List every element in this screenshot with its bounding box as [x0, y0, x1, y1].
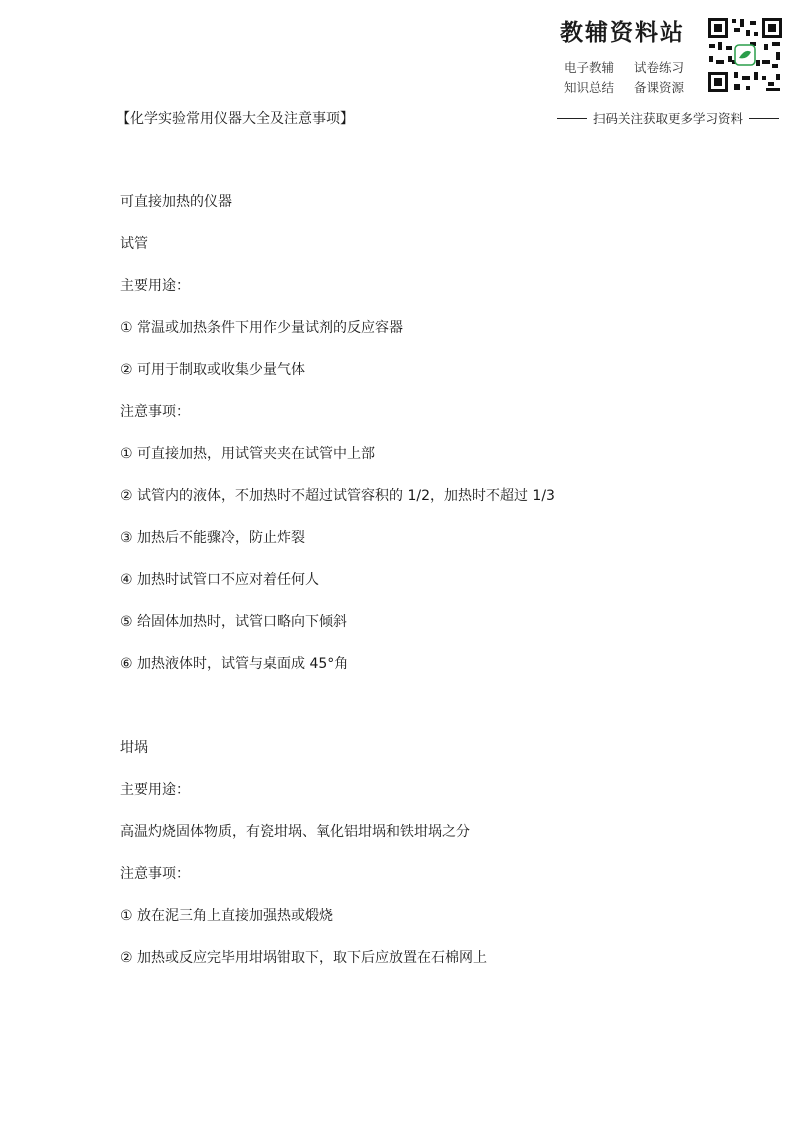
- usage-label: 主要用途：: [120, 278, 190, 294]
- scan-tip-dash-left: [557, 118, 587, 119]
- link-lesson-resources[interactable]: 备课资源: [634, 80, 685, 95]
- link-e-tutoring[interactable]: 电子教辅: [564, 60, 615, 75]
- link-exam-practice[interactable]: 试卷练习: [634, 60, 685, 75]
- instrument-name: 坩埚: [120, 740, 148, 756]
- note-item: ① 可直接加热，用试管夹夹在试管中上部: [120, 446, 375, 462]
- instrument-name: 试管: [120, 236, 148, 252]
- link-knowledge-summary[interactable]: 知识总结: [564, 80, 615, 95]
- scan-tip-text: 扫码关注获取更多学习资料: [593, 111, 744, 126]
- scan-tip: [557, 109, 779, 127]
- usage-item: ① 常温或加热条件下用作少量试剂的反应容器: [120, 320, 403, 336]
- scan-tip-dash-right: [749, 118, 779, 119]
- note-item: ② 加热或反应完毕用坩埚钳取下，取下后应放置在石棉网上: [120, 950, 487, 966]
- document-body: [120, 192, 720, 990]
- brand-links: [564, 58, 704, 98]
- document-title: 【化学实验常用仪器大全及注意事项】: [116, 111, 354, 127]
- qr-code-icon: [706, 16, 784, 94]
- note-item: ⑥ 加热液体时，试管与桌面成 45°角: [120, 656, 349, 672]
- brand-name: 教辅资料站: [560, 20, 685, 46]
- section-heading: 可直接加热的仪器: [120, 194, 232, 210]
- usage-item: ② 可用于制取或收集少量气体: [120, 362, 306, 378]
- usage-label: 主要用途：: [120, 782, 190, 798]
- section-spacer: [120, 696, 720, 738]
- note-item: ③ 加热后不能骤冷，防止炸裂: [120, 530, 306, 546]
- note-item: ② 试管内的液体，不加热时不超过试管容积的 1/2，加热时不超过 1/3: [120, 488, 555, 504]
- notes-label: 注意事项：: [120, 404, 190, 420]
- note-item: ① 放在泥三角上直接加强热或煅烧: [120, 908, 334, 924]
- notes-label: 注意事项：: [120, 866, 190, 882]
- usage-item: 高温灼烧固体物质，有瓷坩埚、氧化铝坩埚和铁坩埚之分: [120, 824, 470, 840]
- note-item: ④ 加热时试管口不应对着任何人: [120, 572, 320, 588]
- note-item: ⑤ 给固体加热时，试管口略向下倾斜: [120, 614, 348, 630]
